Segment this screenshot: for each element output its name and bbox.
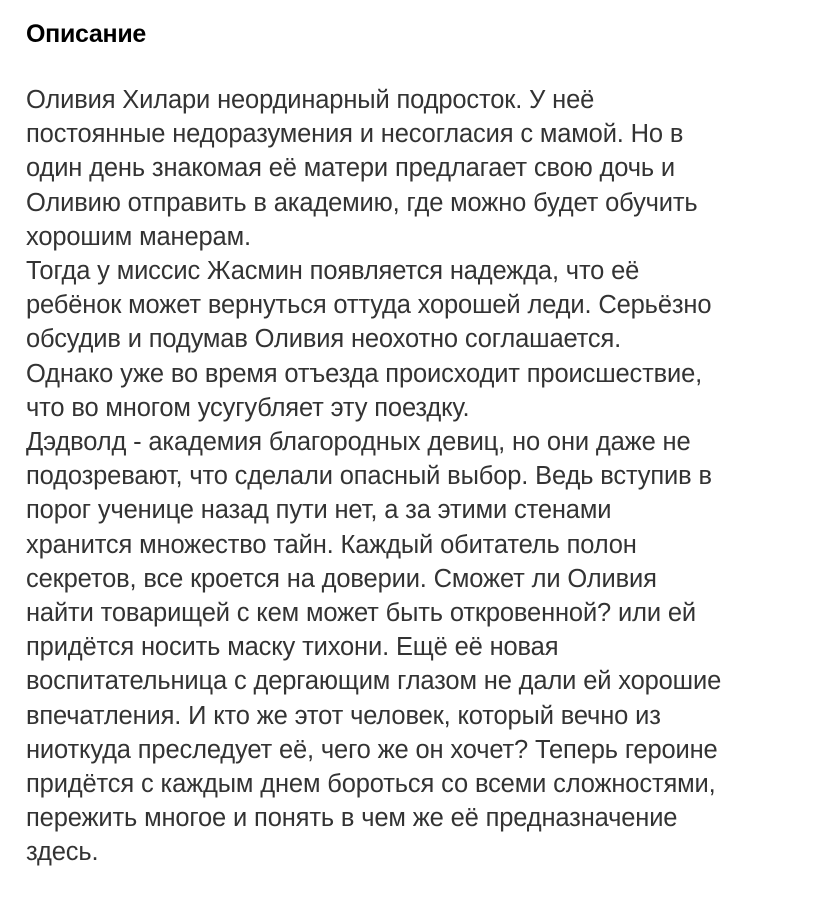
- section-heading: Описание: [26, 20, 146, 48]
- description-line: здесь.: [26, 838, 99, 867]
- description-line: хранится множество тайн. Каждый обитатель полон: [26, 530, 637, 559]
- description-line: что во многом усугубляет эту поездку.: [26, 393, 470, 422]
- description-line: постоянные недоразумения и несогласия с мамой. Но в: [26, 120, 684, 149]
- description-line: Однако уже во время отъезда происходит происшествие,: [26, 359, 703, 388]
- description-line: Оливию отправить в академию, где можно будет обучить: [26, 188, 698, 217]
- description-line: найти товарищей с кем может быть откровенной? или ей: [26, 599, 697, 628]
- description-line: подозревают, что сделали опасный выбор. Ведь вступив в: [26, 462, 712, 491]
- description-line: порог ученице назад пути нет, а за этими стенами: [26, 496, 612, 525]
- description-line: ниоткуда преследует её, чего же он хочет? Теперь героине: [26, 735, 718, 764]
- description-line: воспитательница с дергающим глазом не дали ей хорошие: [26, 667, 722, 696]
- description-line: ребёнок может вернуться оттуда хорошей леди. Серьёзно: [26, 291, 712, 320]
- description-line: придётся с каждым днем бороться со всеми сложностями,: [26, 770, 716, 799]
- description-line: впечатления. И кто же этот человек, который вечно из: [26, 701, 661, 730]
- description-line: Оливия Хилари неординарный подросток. У неё: [26, 86, 595, 114]
- description-line: пережить многое и понять в чем же её предназначение: [26, 804, 678, 833]
- description-line: секретов, все кроется на доверии. Сможет ли Оливия: [26, 564, 657, 593]
- description-line: Дэдволд - академия благородных девиц, но они даже не: [26, 428, 691, 457]
- description-line: один день знакомая её матери предлагает свою дочь и: [26, 154, 676, 183]
- description-line: обсудив и подумав Оливия неохотно соглашается.: [26, 325, 622, 354]
- description-line: Тогда у миссис Жасмин появляется надежда, что её: [26, 257, 640, 286]
- description-line: хорошим манерам.: [26, 222, 251, 251]
- description-text: [26, 83, 804, 870]
- description-line: придётся носить маску тихони. Ещё её новая: [26, 633, 559, 662]
